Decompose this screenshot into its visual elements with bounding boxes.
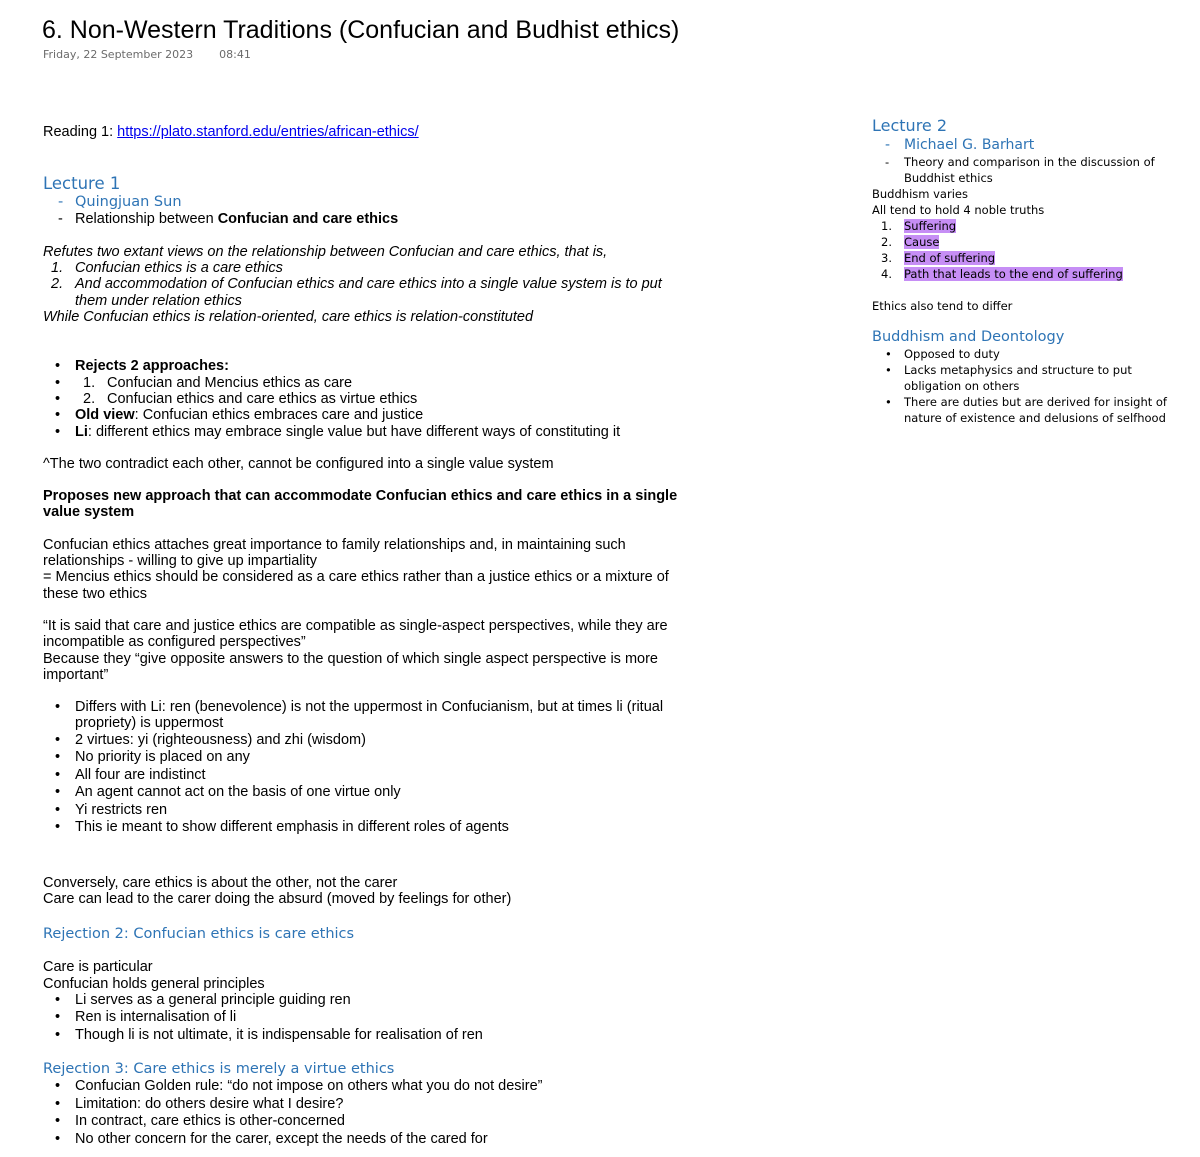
lecture-2-author: - Michael G. Barhart (872, 136, 1192, 154)
rejection-3-list (43, 1078, 683, 1148)
rejects-item-1: Confucian and Mencius ethics as care (107, 374, 353, 391)
list-item: • Though li is not ultimate, it is indispensable for realisation of ren (43, 1027, 683, 1045)
noble-truths-list (872, 218, 1192, 282)
quote-paragraph-2: Because they “give opposite answers to the question of which single aspect perspective is more important” (43, 650, 658, 683)
list-item: • No other concern for the carer, except the needs of the cared for (43, 1131, 683, 1149)
rejects-sublist (43, 375, 683, 408)
list-item: • All four are indistinct (43, 767, 683, 785)
rejects-list (43, 358, 683, 439)
lecture-1-topic (43, 211, 683, 227)
list-item: • Li serves as a general principle guiding ren (43, 992, 683, 1010)
rejection-2-line-2: Confucian holds general principles (43, 975, 265, 992)
list-item: • In contract, care ethics is other-concerned (43, 1113, 683, 1131)
truth-2: Cause (904, 235, 940, 249)
refutes-conclusion: While Confucian ethics is relation-oriented, care ethics is relation-constituted (43, 309, 534, 326)
list-item: 2. And accommodation of Confucian ethics and care ethics into a single value system is to put them under relation ethics (51, 276, 662, 309)
ethics-differ: Ethics also tend to differ (872, 299, 1013, 313)
list-item: • Ren is internalisation of li (43, 1009, 683, 1027)
proposes-note (43, 488, 683, 521)
list-item (43, 407, 683, 423)
list-item: • There are duties but are derived for insight of nature of existence and delusions of selfhood (872, 394, 1192, 426)
topic-bold: Confucian and care ethics (217, 210, 399, 227)
page-title: 6. Non-Western Traditions (Confucian and Budhist ethics) (42, 16, 680, 44)
rejects-item-2: Confucian ethics and care ethics as virtue ethics (107, 390, 418, 407)
list-item: 3. End of suffering (881, 251, 996, 265)
list-item: • Confucian Golden rule: “do not impose on others what you do not desire” (43, 1078, 683, 1096)
lecture-2-info (872, 136, 1192, 186)
differs-list (43, 699, 683, 837)
lecture-1-author: - Quingjuan Sun (43, 194, 683, 210)
quote-paragraph-1: “It is said that care and justice ethics are compatible as single-aspect perspectives, while they are incompatible as configured perspectives” (43, 617, 668, 651)
list-item: • 2 virtues: yi (righteousness) and zhi (wisdom) (43, 732, 683, 750)
page-date: Friday, 22 September 2023 (43, 48, 194, 61)
rejection-3-heading: Rejection 3: Care ethics is merely a virtue ethics (43, 1061, 395, 1078)
page-time: 08:41 (219, 48, 251, 61)
list-item: 1. Confucian ethics is a care ethics (51, 260, 283, 277)
topic-prefix: Relationship between (75, 210, 218, 227)
list-item: • Differs with Li: ren (benevolence) is not the uppermost in Confucianism, but at times li (ritual propriety) is uppermost (43, 699, 683, 732)
conversely-line-2: Care can lead to the carer doing the absurd (moved by feelings for other) (43, 891, 512, 908)
li-label: Li (75, 423, 88, 440)
deontology-heading: Buddhism and Deontology (872, 329, 1065, 345)
rejects-label: Rejects 2 approaches: (75, 358, 229, 375)
rejection-2-heading: Rejection 2: Confucian ethics is care ethics (43, 926, 355, 943)
page-meta (43, 48, 251, 61)
list-item: • Opposed to duty (872, 346, 1192, 362)
truth-1: Suffering (904, 219, 957, 233)
right-column (872, 116, 1192, 426)
li-text: : different ethics may embrace single value but have different ways of constituting it (87, 423, 621, 440)
refutes-list (43, 260, 683, 309)
proposes-text: Proposes new approach that can accommodate Confucian ethics and care ethics in a single value system (43, 488, 678, 521)
lecture-2-heading: Lecture 2 (872, 116, 948, 135)
lecture-2-topic: - Theory and comparison in the discussion of Buddhist ethics (872, 154, 1192, 186)
buddhism-varies: Buddhism varies (872, 187, 968, 201)
list-item: • No priority is placed on any (43, 749, 683, 767)
lecture-1-heading: Lecture 1 (43, 174, 121, 194)
rejection-2-list (43, 992, 683, 1045)
list-item (43, 358, 683, 407)
list-item (43, 424, 683, 440)
list-item: • An agent cannot act on the basis of one virtue only (43, 784, 683, 802)
lecture-1-info (43, 194, 683, 227)
contradict-note: ^The two contradict each other, cannot be configured into a single value system (43, 455, 554, 472)
list-item: • Yi restricts ren (43, 802, 683, 820)
list-item: • Lacks metaphysics and structure to put obligation on others (872, 362, 1192, 394)
list-item: 1. Suffering (881, 219, 957, 233)
reading-1 (43, 124, 683, 140)
list-item: • This ie meant to show different emphasis in different roles of agents (43, 819, 683, 837)
reading-link[interactable]: https://plato.stanford.edu/entries/african-ethics/ (117, 124, 419, 140)
list-item: 4. Path that leads to the end of suffering (881, 267, 1123, 281)
list-item: • 2. Confucian ethics and care ethics as virtue ethics (43, 391, 683, 407)
reading-label: Reading 1: (43, 124, 118, 140)
list-item: • Limitation: do others desire what I desire? (43, 1096, 683, 1114)
list-item: • 1. Confucian and Mencius ethics as care (43, 375, 683, 391)
list-item: 2. Cause (881, 235, 940, 249)
refutes-item-1: Confucian ethics is a care ethics (75, 260, 283, 277)
truth-3: End of suffering (904, 251, 996, 265)
old-view-label: Old view (75, 407, 135, 424)
rejection-2-line-1: Care is particular (43, 959, 153, 976)
family-paragraph-2: = Mencius ethics should be considered as a care ethics rather than a justice ethics or a mixture of these two ethics (43, 569, 669, 602)
deontology-list (872, 346, 1192, 426)
old-view-text: : Confucian ethics embraces care and justice (134, 407, 424, 424)
truth-4: Path that leads to the end of suffering (904, 267, 1123, 281)
truths-intro: All tend to hold 4 noble truths (872, 203, 1045, 217)
conversely-line-1: Conversely, care ethics is about the other, not the carer (43, 874, 398, 891)
family-paragraph-1: Confucian ethics attaches great importance to family relationships and, in maintaining such relationships - willing to give up impartiality (43, 536, 626, 570)
refutes-intro: Refutes two extant views on the relationship between Confucian and care ethics, that is, (43, 243, 608, 260)
left-column (43, 124, 683, 1148)
refutes-item-2: And accommodation of Confucian ethics and care ethics into a single value system is to put them under relation ethics (75, 276, 662, 309)
